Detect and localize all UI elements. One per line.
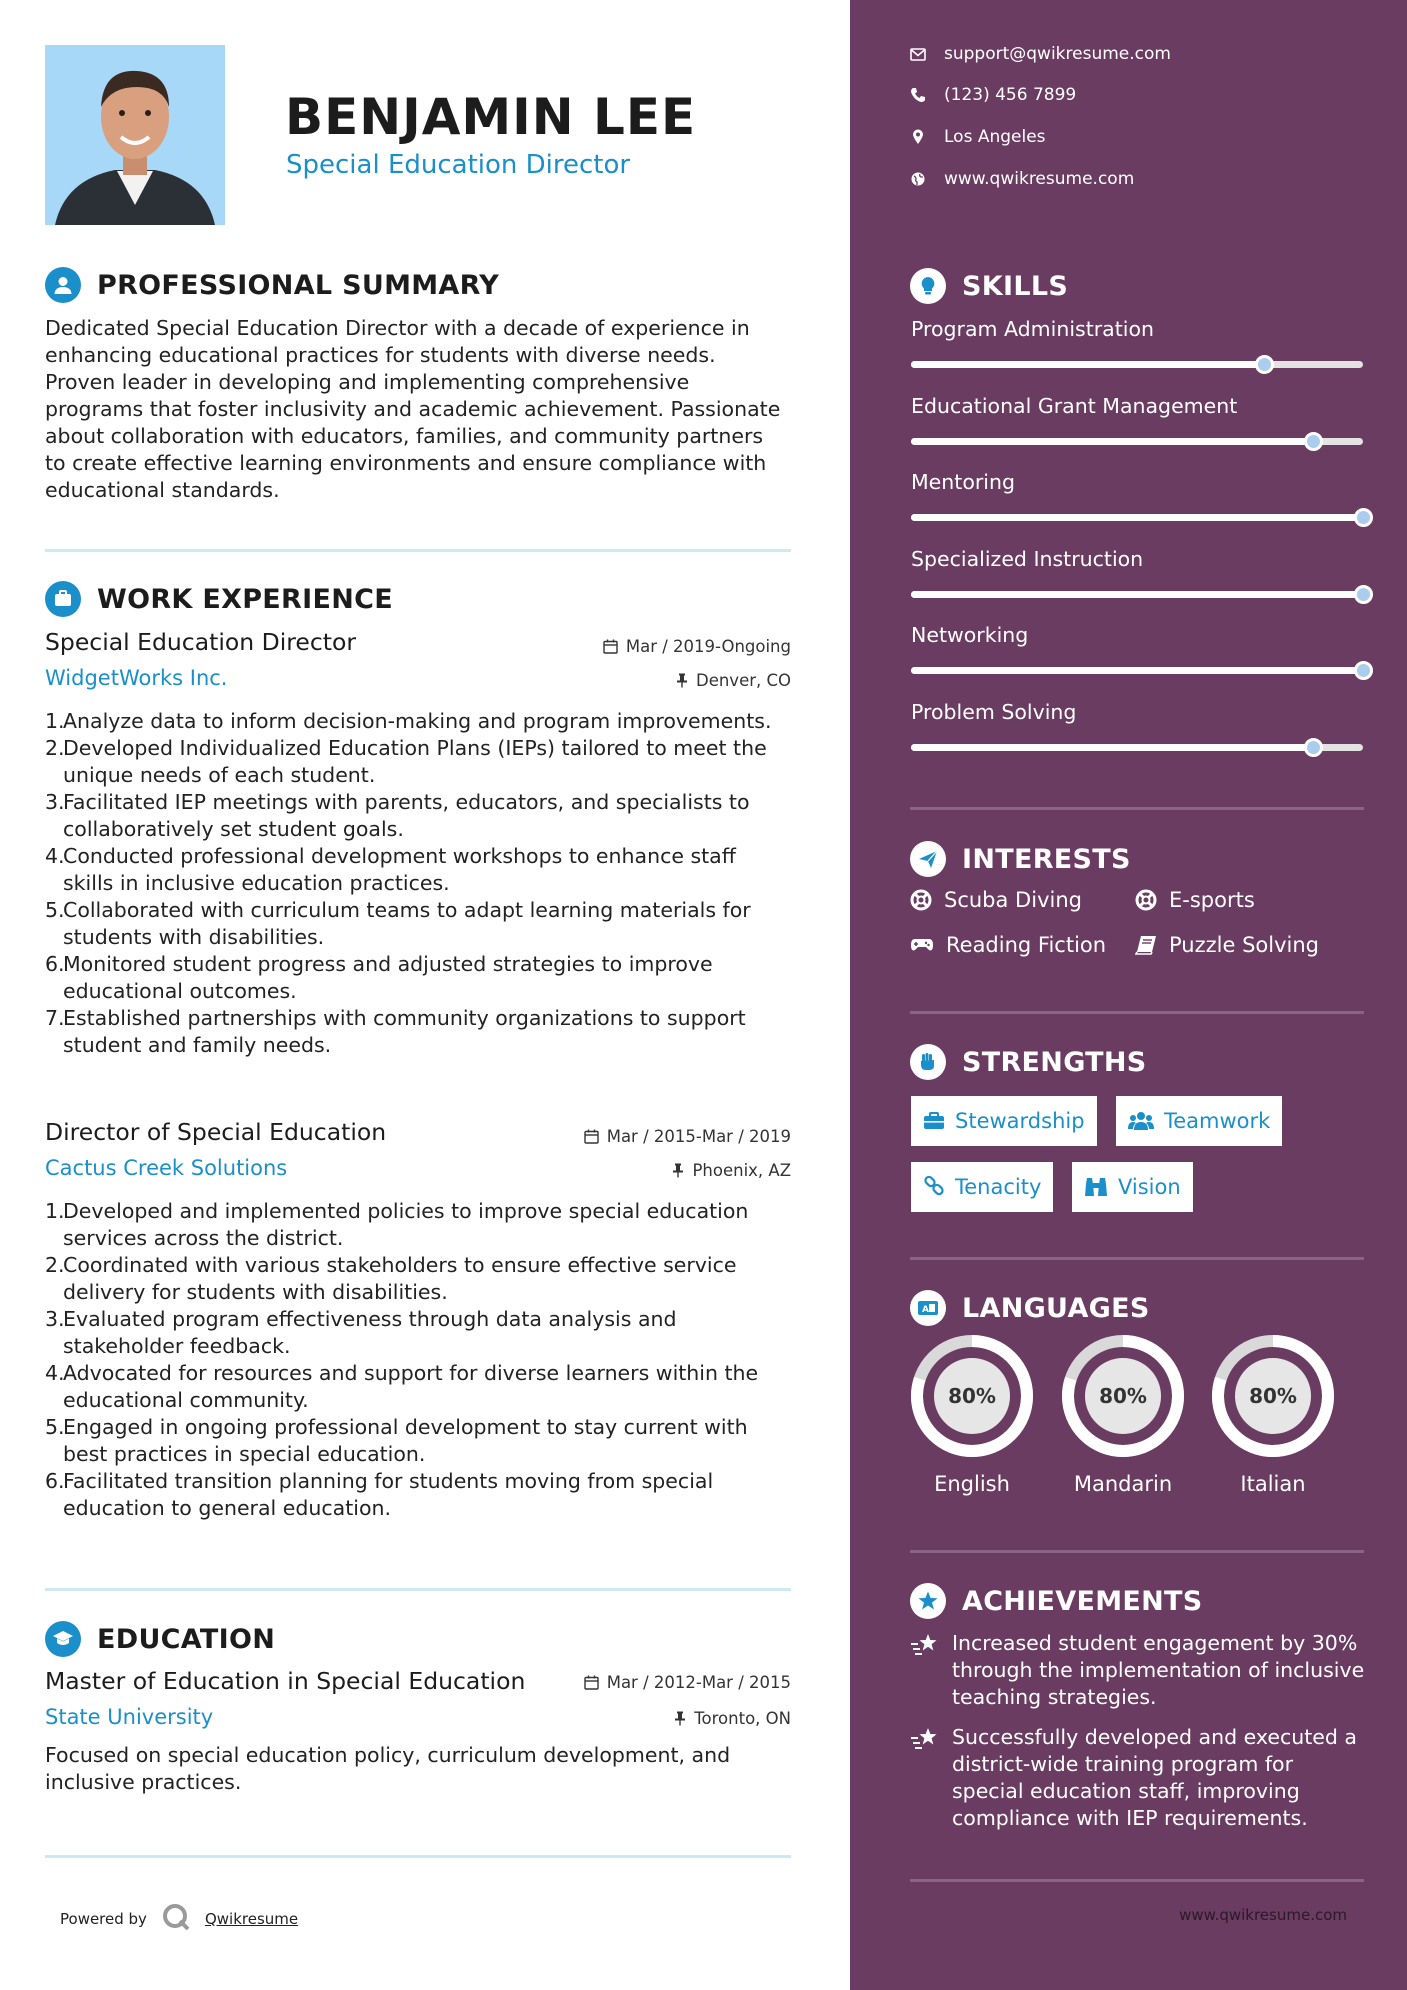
- contact-location: Los Angeles: [910, 127, 1046, 147]
- footer-url[interactable]: www.qwikresume.com: [1179, 1906, 1347, 1924]
- skill-bar-knob: [1354, 585, 1373, 604]
- globe-icon: [910, 171, 926, 187]
- skill-label: Mentoring: [911, 470, 1016, 494]
- link-icon: [923, 1176, 945, 1198]
- skill-bar: [911, 744, 1363, 751]
- book-icon: [1135, 935, 1157, 955]
- skill-bar-knob: [1304, 432, 1323, 451]
- users-icon: [1128, 1111, 1154, 1131]
- star-icon: [910, 1583, 946, 1619]
- skill-bar-knob: [1255, 355, 1274, 374]
- skill-label: Problem Solving: [911, 700, 1077, 724]
- language-ring: [1211, 1334, 1335, 1458]
- divider: [910, 1011, 1364, 1014]
- calendar-icon: [584, 1675, 599, 1690]
- language-ring: [910, 1334, 1034, 1458]
- list-item: 1. Developed and implemented policies to improve special education services across the district.: [45, 1199, 749, 1250]
- language-item: [1061, 1334, 1185, 1496]
- lightbulb-icon: [910, 268, 946, 304]
- skill-bar-fill: [911, 591, 1363, 598]
- candidate-role: Special Education Director: [286, 150, 631, 180]
- education-title: EDUCATION: [97, 1623, 276, 1655]
- pin-icon: [672, 1163, 684, 1178]
- divider: [45, 1855, 791, 1858]
- job-company: Cactus Creek Solutions: [45, 1156, 288, 1180]
- svg-text:A: A: [922, 1305, 929, 1315]
- list-item: 1. Analyze data to inform decision-making and program improvements.: [45, 709, 772, 733]
- briefcase-icon: [45, 581, 81, 617]
- lifebuoy-icon: [1135, 889, 1157, 911]
- summary-text: Dedicated Special Education Director with a decade of experience in enhancing educational practices for students with diverse needs. Proven leader in developing and implementing comprehensive programs that foster inclusivity and academic achievement. Passionate about collaboration with educators, families, and community partners to create effective learning environments and ensure compliance with educational standards.: [45, 316, 781, 502]
- strengths-title: STRENGTHS: [962, 1046, 1147, 1078]
- divider: [910, 1550, 1364, 1553]
- list-item: 6. Monitored student progress and adjusted strategies to improve educational outcomes.: [45, 952, 713, 1003]
- list-item: 7. Established partnerships with community organizations to support student and family needs.: [45, 1006, 746, 1057]
- education-dates: Mar / 2012-Mar / 2015: [584, 1673, 791, 1692]
- language-name: English: [934, 1472, 1010, 1496]
- paper-plane-icon: [910, 841, 946, 877]
- degree-title: Master of Education in Special Education: [45, 1667, 526, 1695]
- list-item: 2. Developed Individualized Education Plans (IEPs) tailored to meet the unique needs of each student.: [45, 736, 767, 787]
- pin-icon: [676, 673, 688, 688]
- job-duties: [45, 708, 791, 1059]
- skill-label: Networking: [911, 623, 1029, 647]
- skill-bar-fill: [911, 438, 1313, 445]
- language-item: [1211, 1334, 1335, 1496]
- summary-header: [45, 267, 499, 303]
- achievement-item: Successfully developed and executed a district-wide training program for special education staff, improving compliance with IEP requirements.: [910, 1724, 1370, 1832]
- qwikresume-link[interactable]: Qwikresume: [204, 1910, 299, 1928]
- strength-chip: Vision: [1072, 1162, 1193, 1212]
- interest-item: E-sports: [1135, 888, 1255, 912]
- job-location: Denver, CO: [676, 671, 791, 690]
- calendar-icon: [603, 639, 618, 654]
- list-item: 5. Engaged in ongoing professional development to stay current with best practices in special education.: [45, 1415, 748, 1466]
- experience-header: [45, 581, 393, 617]
- job-company: WidgetWorks Inc.: [45, 666, 228, 690]
- education-text: Focused on special education policy, curriculum development, and inclusive practices.: [45, 1743, 731, 1794]
- language-name: Mandarin: [1073, 1472, 1173, 1496]
- skill-bar-fill: [911, 744, 1313, 751]
- contact-email: support@qwikresume.com: [910, 44, 1171, 64]
- education-header: [45, 1621, 275, 1657]
- list-item: 4. Conducted professional development workshops to enhance staff skills in inclusive education practices.: [45, 844, 736, 895]
- skill-bar-knob: [1354, 508, 1373, 527]
- school-name: State University: [45, 1705, 214, 1729]
- sidebar: [850, 0, 1407, 1990]
- powered-by: Powered by Qwikresume: [60, 1902, 298, 1936]
- briefcase-icon: [923, 1112, 945, 1130]
- list-item: 6. Facilitated transition planning for students moving from special education to general education.: [45, 1469, 714, 1520]
- skill-bar: [911, 438, 1363, 445]
- binoculars-icon: [1084, 1176, 1108, 1198]
- summary-title: PROFESSIONAL SUMMARY: [97, 269, 500, 301]
- skill-bar-fill: [911, 361, 1264, 368]
- interest-item: Scuba Diving: [910, 888, 1082, 912]
- experience-title: WORK EXPERIENCE: [97, 583, 393, 615]
- skill-bar-knob: [1354, 661, 1373, 680]
- list-item: 4. Advocated for resources and support for diverse learners within the educational community.: [45, 1361, 759, 1412]
- languages-title: LANGUAGES: [962, 1292, 1150, 1324]
- skills-title: SKILLS: [962, 270, 1069, 302]
- shooting-star-icon: [910, 1726, 940, 1752]
- list-item: 3. Evaluated program effectiveness through data analysis and stakeholder feedback.: [45, 1307, 677, 1358]
- divider: [45, 1588, 791, 1591]
- language-icon: [910, 1290, 946, 1326]
- strength-chip: Tenacity: [911, 1162, 1053, 1212]
- skill-bar-fill: [911, 514, 1363, 521]
- interests-title: INTERESTS: [962, 843, 1131, 875]
- lifebuoy-icon: [910, 889, 932, 911]
- job-location: Phoenix, AZ: [672, 1161, 791, 1180]
- strength-chip: Teamwork: [1116, 1096, 1282, 1146]
- map-marker-icon: [910, 129, 926, 145]
- skill-bar-fill: [911, 667, 1363, 674]
- job-dates: Mar / 2019-Ongoing: [603, 637, 791, 656]
- achievements-header: [910, 1583, 1203, 1619]
- gamepad-icon: [910, 937, 934, 953]
- skills-header: [910, 268, 1068, 304]
- profile-photo: [45, 45, 225, 225]
- languages-header: [910, 1290, 1150, 1326]
- education-location: Toronto, ON: [674, 1709, 791, 1728]
- contact-website: www.qwikresume.com: [910, 169, 1134, 189]
- achievement-item: Increased student engagement by 30% through the implementation of inclusive teaching strategies.: [910, 1630, 1370, 1711]
- strengths-header: [910, 1044, 1147, 1080]
- language-item: [910, 1334, 1034, 1496]
- job-title: Director of Special Education: [45, 1118, 387, 1146]
- graduation-icon: [45, 1621, 81, 1657]
- interests-header: [910, 841, 1131, 877]
- candidate-name: BENJAMIN LEE: [285, 88, 697, 146]
- skill-label: Educational Grant Management: [911, 394, 1238, 418]
- list-item: 5. Collaborated with curriculum teams to adapt learning materials for students with disabilities.: [45, 898, 751, 949]
- list-item: 3. Facilitated IEP meetings with parents, educators, and specialists to collaboratively set student goals.: [45, 790, 750, 841]
- divider: [910, 1879, 1364, 1882]
- achievements-title: ACHIEVEMENTS: [962, 1585, 1203, 1617]
- list-item: 2. Coordinated with various stakeholders to ensure effective service delivery for students with disabilities.: [45, 1253, 737, 1304]
- job-duties: [45, 1198, 791, 1522]
- language-percent: 80%: [1099, 1384, 1147, 1408]
- interest-item: Puzzle Solving: [1135, 933, 1319, 957]
- strength-chip: Stewardship: [911, 1096, 1097, 1146]
- qwikresume-logo-icon: [161, 1902, 191, 1936]
- language-percent: 80%: [1249, 1384, 1297, 1408]
- divider: [910, 1257, 1364, 1260]
- envelope-icon: [910, 48, 926, 61]
- divider: [45, 549, 791, 552]
- job-dates: Mar / 2015-Mar / 2019: [584, 1127, 791, 1146]
- language-name: Italian: [1240, 1472, 1306, 1496]
- skill-bar: [911, 361, 1363, 368]
- language-percent: 80%: [948, 1384, 996, 1408]
- skill-bar: [911, 514, 1363, 521]
- user-icon: [45, 267, 81, 303]
- divider: [910, 807, 1364, 810]
- calendar-icon: [584, 1129, 599, 1144]
- skill-label: Program Administration: [911, 317, 1155, 341]
- interest-item: Reading Fiction: [910, 933, 1106, 957]
- language-ring: [1061, 1334, 1185, 1458]
- skill-label: Specialized Instruction: [911, 547, 1144, 571]
- contact-phone: (123) 456 7899: [910, 85, 1076, 105]
- pin-icon: [674, 1711, 686, 1726]
- skill-bar-knob: [1304, 738, 1323, 757]
- skill-bar: [911, 667, 1363, 674]
- fist-icon: [910, 1044, 946, 1080]
- job-title: Special Education Director: [45, 628, 357, 656]
- shooting-star-icon: [910, 1632, 940, 1658]
- skill-bar: [911, 591, 1363, 598]
- phone-icon: [910, 87, 926, 103]
